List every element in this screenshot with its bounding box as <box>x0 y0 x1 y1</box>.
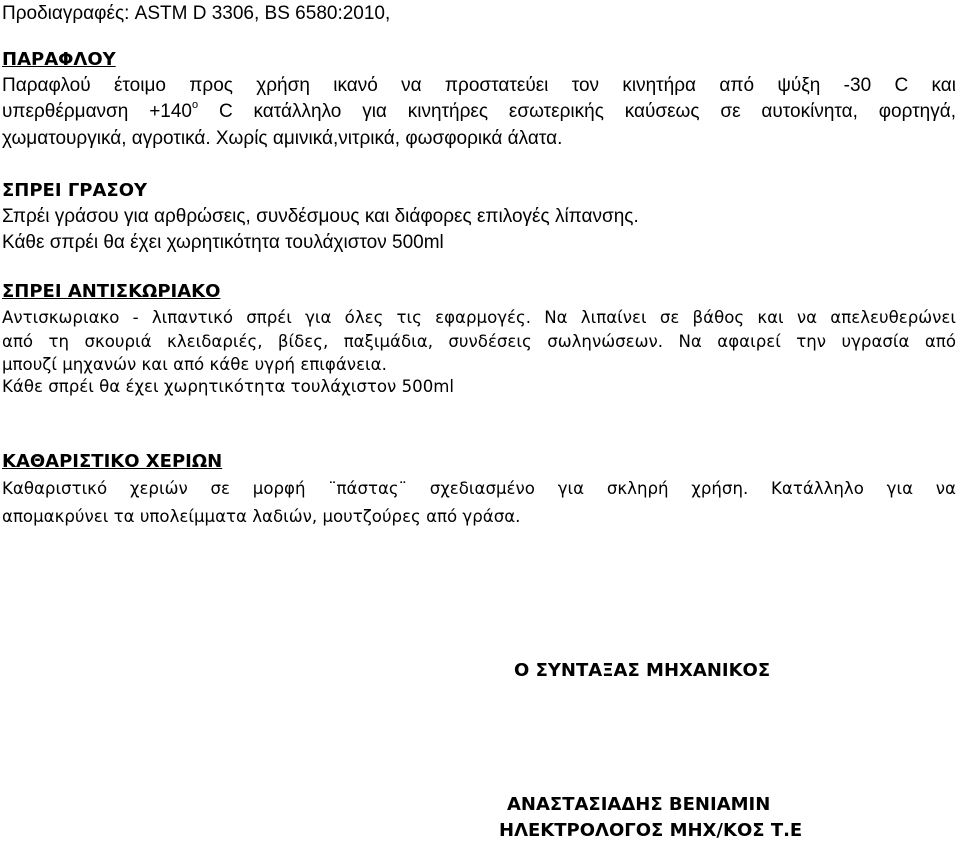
antifreeze-text-2 <box>2 101 956 123</box>
rust-heading: ΣΠΡΕΙ ΑΝΤΙΣΚΩΡΙΑΚΟ <box>2 281 221 302</box>
engineer-title: ΗΛΕΚΤΡΟΛΟΓΟΣ ΜΗΧ/ΚΟΣ Τ.Ε <box>499 820 803 841</box>
antifreeze-text-1: Παραφλού έτοιμο προς χρήση ικανό να προστατεύει τον κινητήρα από ψύξη -30 C και <box>2 75 956 96</box>
antifreeze-text-2a: υπερθέρμανση +140 <box>2 101 192 122</box>
antifreeze-text-3: χωματουργικά, αγροτικά. Χωρίς αμινικά,νιτρικά, φωσφορικά άλατα. <box>2 128 563 149</box>
specifications-line: Προδιαγραφές: ASTM D 3306, BS 6580:2010, <box>2 3 391 24</box>
antifreeze-text-2b: C κατάλληλο για κινητήρες εσωτερικής καύσεως σε αυτοκίνητα, φορτηγά, <box>198 101 956 122</box>
hand-cleaner-text-1: Καθαριστικό χεριών σε μορφή ¨πάστας¨ σχεδιασμένο για σκληρή χρήση. Κατάλληλο για να <box>2 479 956 498</box>
grease-text-1: Σπρέι γράσου για αρθρώσεις, συνδέσμους και διάφορες επιλογές λίπανσης. <box>2 206 639 227</box>
antifreeze-heading: ΠΑΡΑΦΛΟΥ <box>2 49 116 70</box>
engineer-name: ΑΝΑΣΤΑΣΙΑΔΗΣ ΒΕΝΙΑΜΙΝ <box>507 794 771 815</box>
grease-heading: ΣΠΡΕΙ ΓΡΑΣΟΥ <box>2 180 148 201</box>
rust-text-2: από τη σκουριά κλειδαριές, βίδες, παξιμάδια, συνδέσεις σωληνώσεων. Να αφαιρεί την υγρασία από <box>2 332 956 351</box>
hand-cleaner-text-2: απομακρύνει τα υπολείμματα λαδιών, μουτζούρες από γράσα. <box>2 507 521 526</box>
rust-text-4: Κάθε σπρέι θα έχει χωρητικότητα τουλάχιστον 500ml <box>2 377 455 396</box>
rust-text-1: Αντισκωριακο - λιπαντικό σπρέι για όλες τις εφαρμογές. Να λιπαίνει σε βάθος και να απελευθερώνει <box>2 308 956 327</box>
rust-text-3: μπουζί μηχανών και από κάθε υγρή επιφάνεια. <box>2 355 387 374</box>
engineer-role: Ο ΣΥΝΤΑΞΑΣ ΜΗΧΑΝΙΚΟΣ <box>514 660 771 681</box>
grease-text-2: Κάθε σπρέι θα έχει χωρητικότητα τουλάχιστον 500ml <box>2 232 444 253</box>
degree-superscript: ο <box>192 99 199 111</box>
hand-cleaner-heading: ΚΑΘΑΡΙΣΤΙΚΟ ΧΕΡΙΩΝ <box>2 451 223 472</box>
